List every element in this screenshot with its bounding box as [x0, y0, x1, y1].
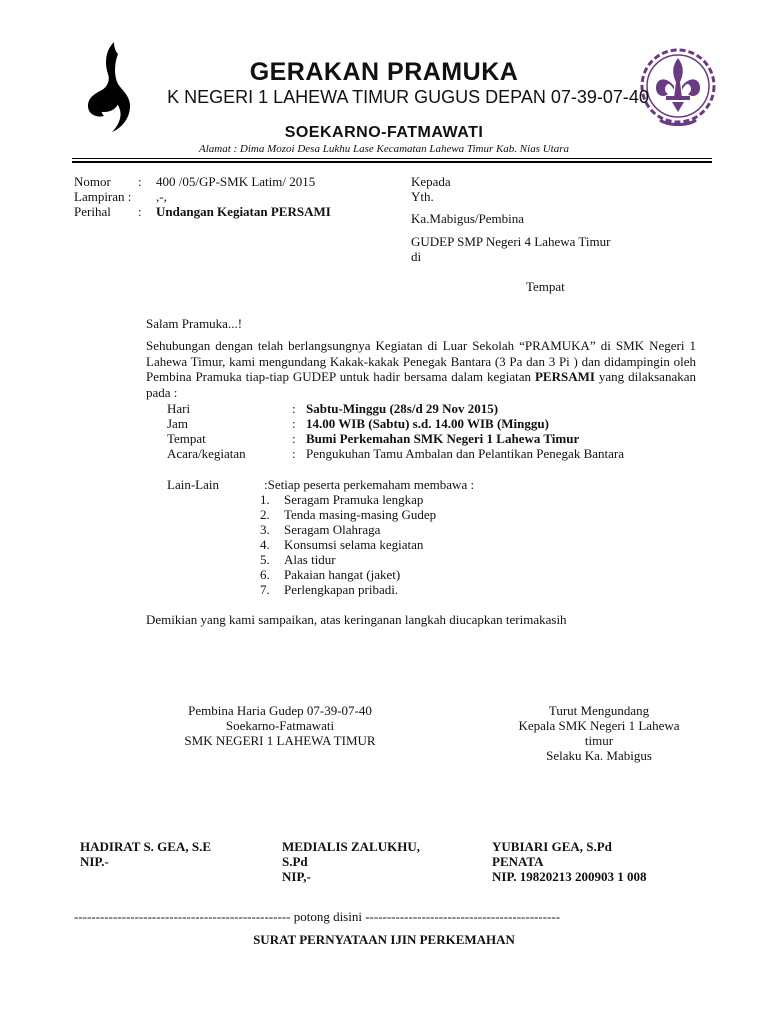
detail-value-acara: Pengukuhan Tamu Ambalan dan Pelantikan Penegak Bantara [306, 446, 624, 461]
list-item-number: 1. [260, 492, 270, 507]
right-signatory-title-1: Turut Mengundang [548, 703, 650, 718]
detail-label: Jam [167, 416, 188, 431]
detail-label: Hari [167, 401, 191, 416]
detail-label: Tempat [167, 431, 206, 446]
detail-sep: : [292, 446, 296, 461]
paragraph-text-2: yang dilaksanakan pada : [146, 369, 696, 400]
greeting: Salam Pramuka...! [146, 316, 243, 331]
letterhead-gudep-name: SOEKARNO-FATMAWATI [284, 124, 484, 141]
list-item: Pakaian hangat (jaket) [284, 567, 401, 582]
right-signatory-title-2: Kepala SMK Negeri 1 Lahewa [518, 718, 680, 733]
detail-value-jam: 14.00 WIB (Sabtu) s.d. 14.00 WIB (Minggu) [306, 416, 549, 431]
lampiran-label: Lampiran : [74, 189, 132, 204]
list-item: Alas tidur [284, 552, 336, 567]
recipient-yth: Yth. [411, 189, 434, 204]
signatory-3-name: YUBIARI GEA, S.Pd [492, 839, 612, 854]
header-rule-thick [72, 161, 712, 163]
header-rule-thin [72, 158, 712, 159]
signatory-1-nip: NIP.- [80, 854, 109, 869]
perihal-label: Perihal [74, 204, 111, 219]
list-item: Konsumsi selama kegiatan [284, 537, 424, 552]
signatory-2-name: MEDIALIS ZALUKHU, [282, 839, 420, 854]
paragraph-persami: PERSAMI [534, 369, 595, 384]
lampiran-value: ,-, [156, 189, 167, 204]
closing-sentence: Demikian yang kami sampaikan, atas keringanan langkah diucapkan terimakasih [146, 612, 567, 627]
letterhead-school: K NEGERI 1 LAHEWA TIMUR GUGUS DEPAN 07-39-07-40 [167, 87, 649, 107]
recipient-kepada: Kepada [411, 174, 451, 189]
right-signatory-title-4: Selaku Ka. Mabigus [546, 748, 652, 763]
left-signatory-title-2: Soekarno-Fatmawati [225, 718, 335, 733]
signatory-2-nip: NIP,- [282, 869, 311, 884]
nomor-label: Nomor [74, 174, 111, 189]
letterhead-title: GERAKAN PRAMUKA [249, 58, 519, 86]
recipient-name: Ka.Mabigus/Pembina [411, 211, 525, 226]
lain-lain-text: :Setiap peserta perkemaham membawa : [264, 477, 475, 492]
letterhead-address: Alamat : Dima Mozoi Desa Lukhu Lase Kecamatan Lahewa Timur Kab. Nias Utara [198, 143, 570, 155]
right-signatory-title-3: timur [584, 733, 614, 748]
list-item: Seragam Pramuka lengkap [284, 492, 424, 507]
detail-sep: : [292, 416, 296, 431]
left-signatory-title-1: Pembina Haria Gudep 07-39-07-40 [188, 703, 372, 718]
list-item-number: 5. [260, 552, 270, 567]
detail-value-hari: Sabtu-Minggu (28s/d 29 Nov 2015) [306, 401, 499, 416]
recipient-di: di [411, 249, 422, 264]
signatory-2-degree: S.Pd [282, 854, 308, 869]
nomor-value: 400 /05/GP-SMK Latim/ 2015 [156, 174, 316, 189]
perihal-value: Undangan Kegiatan PERSAMI [156, 204, 331, 219]
perihal-sep: : [138, 204, 142, 219]
recipient-tempat: Tempat [526, 279, 565, 294]
signatory-1-name: HADIRAT S. GEA, S.E [80, 839, 211, 854]
cut-line: -------------------------------------------------- potong disini --------------------------------------------- [74, 909, 561, 924]
list-item: Tenda masing-masing Gudep [284, 507, 437, 522]
signatory-3-nip: NIP. 19820213 200903 1 008 [492, 869, 647, 884]
nomor-sep: : [138, 174, 142, 189]
invitation-paragraph [146, 338, 696, 400]
list-item-number: 2. [260, 507, 270, 522]
paragraph-text-1: Sehubungan dengan telah berlangsungnya Kegiatan di Luar Sekolah “PRAMUKA” di SMK Negeri 1 Lahewa Timur, kami mengundang Kakak-kakak Penegak Bantara (3 Pa dan 3 Pi ) dan didampingin oleh Pembina Pramuka tiap-tiap GUDEP untuk hadir bersama dalam kegiatan [146, 338, 696, 384]
list-item-number: 6. [260, 567, 270, 582]
list-item: Perlengkapan pribadi. [284, 582, 399, 597]
list-item-number: 4. [260, 537, 270, 552]
recipient-org: GUDEP SMP Negeri 4 Lahewa Timur [411, 234, 611, 249]
detail-sep: : [292, 431, 296, 446]
left-signatory-title-3: SMK NEGERI 1 LAHEWA TIMUR [184, 733, 376, 748]
detail-label: Acara/kegiatan [167, 446, 246, 461]
signatory-3-rank: PENATA [492, 854, 544, 869]
list-item-number: 3. [260, 522, 270, 537]
detail-sep: : [292, 401, 296, 416]
list-item: Seragam Olahraga [284, 522, 381, 537]
lain-lain-label: Lain-Lain [167, 477, 219, 492]
form-title: SURAT PERNYATAAN IJIN PERKEMAHAN [253, 932, 515, 947]
list-item-number: 7. [260, 582, 270, 597]
detail-value-tempat: Bumi Perkemahan SMK Negeri 1 Lahewa Timur [306, 431, 580, 446]
